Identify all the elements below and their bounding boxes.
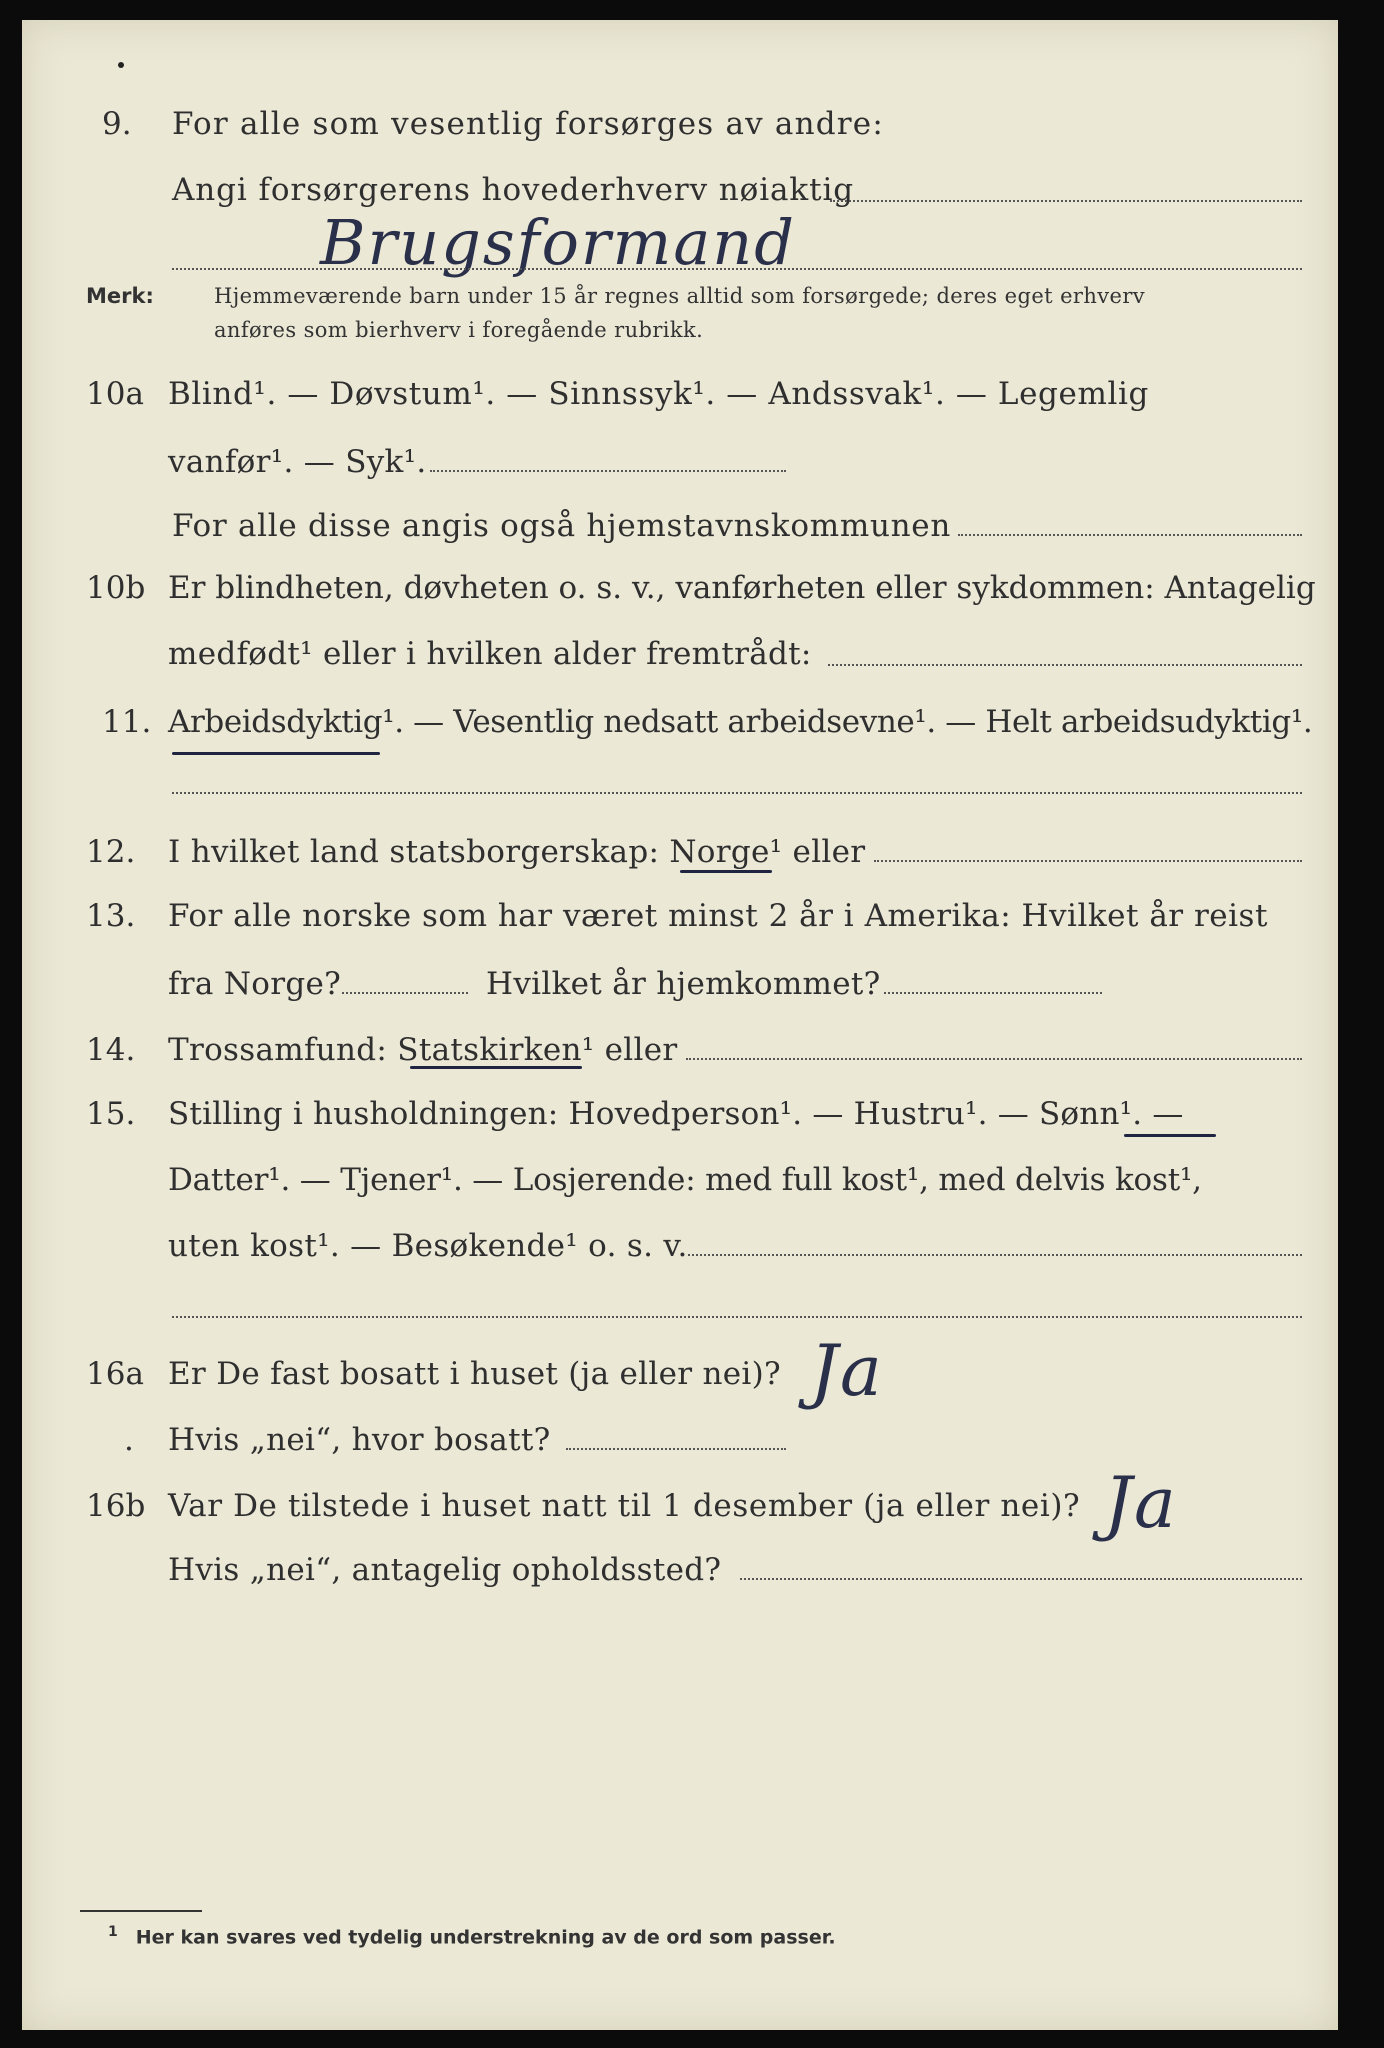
q9-number: 9.: [102, 106, 132, 142]
q16b-line1: Var De tilstede i huset natt til 1 desember (ja eller nei)?: [168, 1488, 1081, 1524]
q15-line3: uten kost¹. — Besøkende¹ o. s. v.: [168, 1228, 688, 1264]
q13-line2-hjemkommet: Hvilket år hjemkommet?: [486, 966, 881, 1002]
q16b-number: 16b: [86, 1488, 146, 1524]
q14-answer-line: [686, 1058, 1302, 1060]
q10a-syk-line: [430, 470, 786, 472]
q14-number: 14.: [86, 1032, 136, 1068]
q12-line1: I hvilket land statsborgerskap: Norge¹ eller: [168, 834, 866, 870]
q10b-line1: Er blindheten, døvheten o. s. v., vanførheten eller sykdommen: Antagelig: [168, 570, 1316, 606]
q16b-line2: Hvis „nei“, antagelig opholdssted?: [168, 1552, 722, 1588]
q16a-number: 16a: [86, 1356, 144, 1392]
q12-underline-norge: [680, 870, 772, 873]
q9-answer-line-2: [172, 268, 1302, 270]
q10a-line1: Blind¹. — Døvstum¹. — Sinnssyk¹. — Andssvak¹. — Legemlig: [168, 376, 1149, 412]
q16a-answer-line: [566, 1448, 786, 1450]
q11-answer-line: [172, 792, 1302, 794]
q15-line1: Stilling i husholdningen: Hovedperson¹. — Hustru¹. — Sønn¹. —: [168, 1096, 1184, 1132]
q16a-handwritten-answer: Ja: [810, 1330, 884, 1412]
q12-answer-line: [874, 860, 1302, 862]
q16a-margin-mark: .: [124, 1422, 134, 1458]
footnote: [108, 1924, 836, 1948]
q11-underline-arbeidsdyktig: [172, 752, 380, 755]
q16a-line2: Hvis „nei“, hvor bosatt?: [168, 1422, 551, 1458]
q10a-number: 10a: [86, 376, 144, 412]
q13-hjemkommet-line: [884, 992, 1102, 994]
merk-note-line2: anføres som bierhverv i foregående rubrikk.: [214, 318, 704, 342]
footnote-marker: 1: [108, 1924, 118, 1940]
q9-question: For alle som vesentlig forsørges av andre:: [172, 106, 884, 142]
q10b-number: 10b: [86, 570, 146, 606]
merk-note-line1: Hjemmeværende barn under 15 år regnes alltid som forsørgede; deres eget erhverv: [214, 284, 1146, 308]
footnote-rule: [80, 1910, 202, 1912]
q15-number: 15.: [86, 1096, 136, 1132]
q13-reist-line: [342, 992, 468, 994]
q16b-answer-line: [740, 1578, 1302, 1580]
q12-number: 12.: [86, 834, 136, 870]
q15-answer-line-2: [172, 1316, 1302, 1318]
q10a-municipality-line: [958, 534, 1302, 536]
q10a-line3: For alle disse angis også hjemstavnskommunen: [172, 508, 951, 544]
q14-line1: Trossamfund: Statskirken¹ eller: [168, 1032, 678, 1068]
q10b-line2: medfødt¹ eller i hvilken alder fremtrådt:: [168, 636, 812, 672]
q15-answer-line: [688, 1254, 1302, 1256]
q9-instruction: Angi forsørgerens hovederhverv nøiaktig: [172, 172, 855, 208]
q9-handwritten-answer: Brugsformand: [320, 206, 796, 279]
q11-line1: Arbeidsdyktig¹. — Vesentlig nedsatt arbeidsevne¹. — Helt arbeidsudyktig¹.: [168, 704, 1313, 740]
q9-answer-line: [830, 200, 1302, 202]
q11-number: 11.: [102, 704, 152, 740]
page-mark: [118, 62, 124, 68]
q13-line2-reist: fra Norge?: [168, 966, 342, 1002]
q10a-line2: vanfør¹. — Syk¹.: [168, 444, 427, 480]
q16a-line1: Er De fast bosatt i huset (ja eller nei)?: [168, 1356, 781, 1392]
q13-line1: For alle norske som har været minst 2 år i Amerika: Hvilket år reist: [168, 898, 1268, 934]
q15-underline-sonn: [1124, 1134, 1216, 1137]
merk-label: Merk:: [86, 284, 154, 308]
q10b-answer-line: [828, 664, 1302, 666]
footnote-text: Her kan svares ved tydelig understrekning av de ord som passer.: [135, 1926, 836, 1949]
q15-line2: Datter¹. — Tjener¹. — Losjerende: med full kost¹, med delvis kost¹,: [168, 1162, 1202, 1198]
q16b-handwritten-answer: Ja: [1104, 1462, 1178, 1544]
q13-number: 13.: [86, 898, 136, 934]
q14-underline-statskirken: [410, 1066, 582, 1069]
